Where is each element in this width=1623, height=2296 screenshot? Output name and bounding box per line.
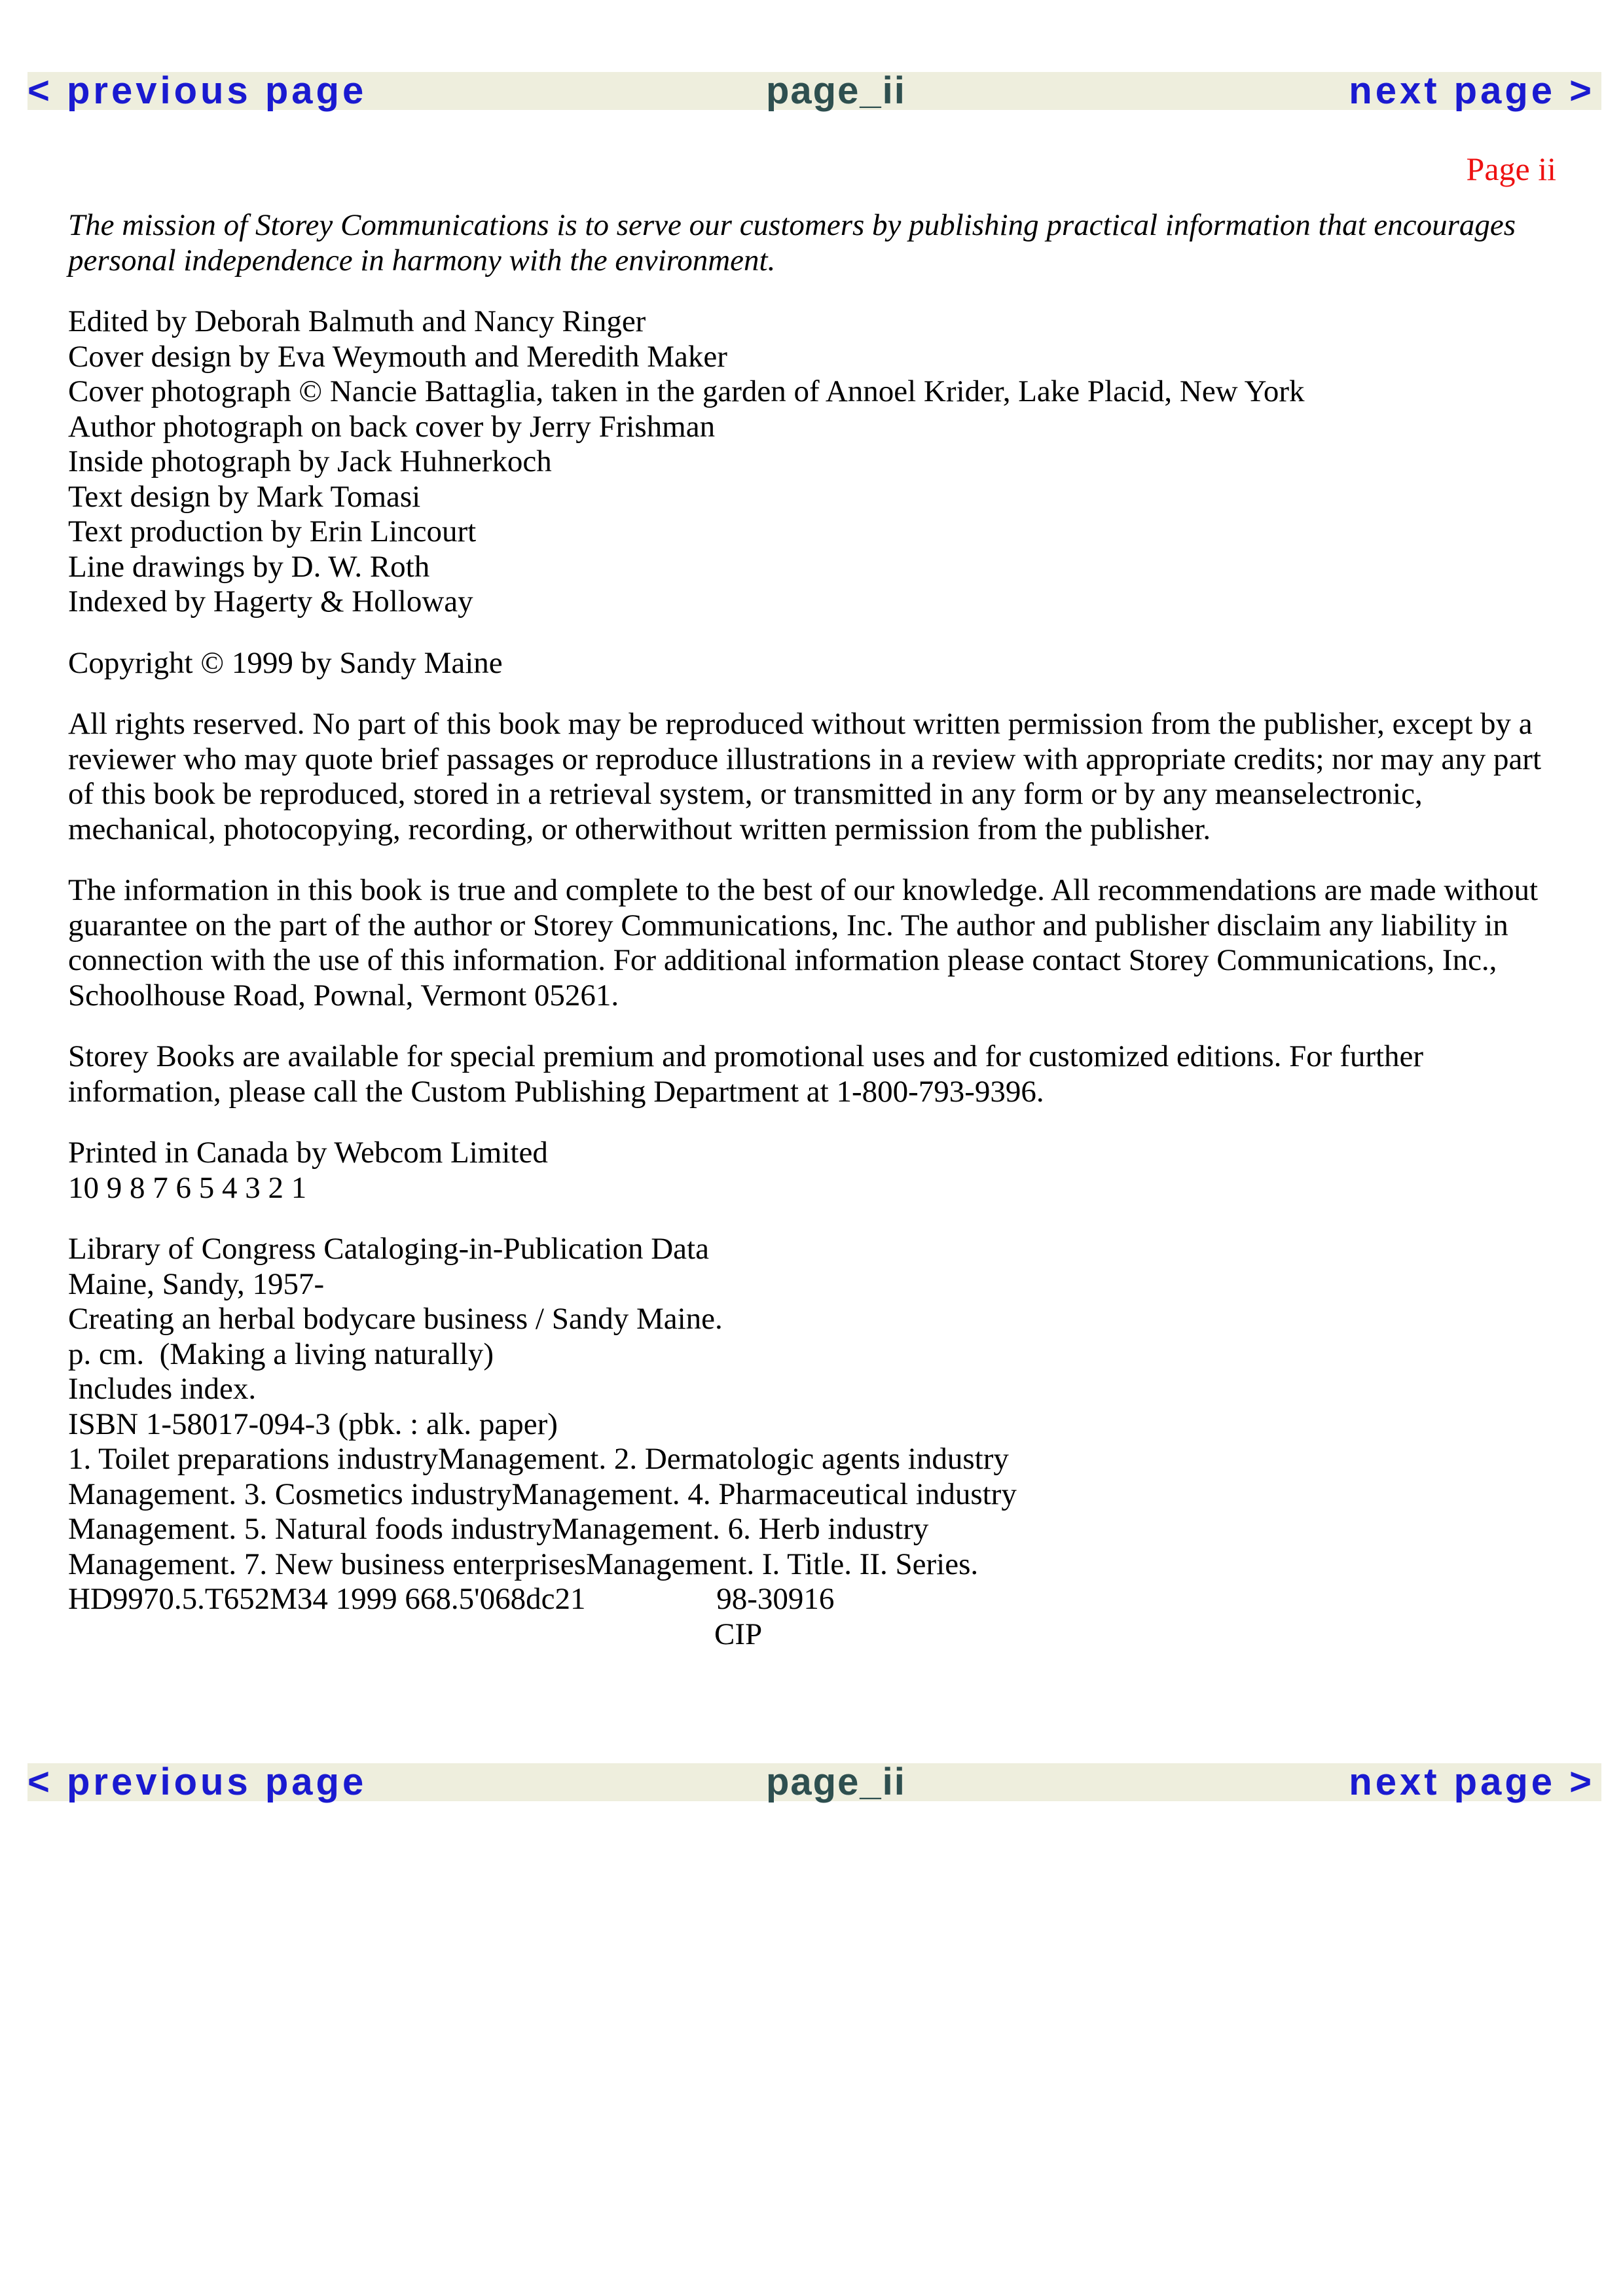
- rights-paragraph: All rights reserved. No part of this book may be reproduced without written permission from the publisher, except by a reviewer who may quote brief passages or reproduce illustrations in a review with appropriate credits; nor may any part of this book be reproduced, stored in a retrieval system, or transmitted in any form or by any meanselectronic, mechanical, photocopying, recording, or otherwithout written permission from the publisher.: [68, 707, 1542, 846]
- cip-line: Management. 3. Cosmetics industryManagement. 4. Pharmaceutical industry: [68, 1477, 1017, 1511]
- disclaimer-paragraph: The information in this book is true and complete to the best of our knowledge. All recommendations are made without guarantee on the part of the author or Storey Communications, Inc. The author and publisher disclaim any liability in connection with the use of this information. For additional information please contact Storey Communications, Inc., Schoolhouse Road, Pownal, Vermont 05261.: [68, 873, 1539, 1013]
- previous-page-link[interactable]: < previous page: [27, 69, 367, 112]
- next-page-link[interactable]: next page >: [1349, 69, 1595, 112]
- credit-line: Text design by Mark Tomasi: [68, 479, 421, 514]
- cip-line: Includes index.: [68, 1372, 257, 1406]
- next-page-link[interactable]: next page >: [1349, 1761, 1595, 1803]
- cip-line: Management. 7. New business enterprisesManagement. I. Title. II. Series.: [68, 1547, 979, 1581]
- printing-line: 10 9 8 7 6 5 4 3 2 1: [68, 1170, 307, 1205]
- top-nav-bar: [27, 69, 1601, 112]
- bottom-nav-bar: [27, 1763, 1601, 1801]
- credit-line: Cover photograph © Nancie Battaglia, taken in the garden of Annoel Krider, Lake Placid, New York: [68, 374, 1305, 408]
- printing-block: [68, 1136, 1567, 1206]
- cip-line: CIP: [68, 1617, 763, 1651]
- copyright-notice: Copyright © 1999 by Sandy Maine: [68, 645, 503, 680]
- page-id-label: page_ii: [766, 1761, 906, 1803]
- credits-block: [68, 304, 1567, 620]
- credit-line: Inside photograph by Jack Huhnerkoch: [68, 444, 552, 478]
- cip-line: HD9970.5.T652M34 1999 668.5'068dc21 98-30916: [68, 1582, 835, 1616]
- cip-line: Creating an herbal bodycare business / Sandy Maine.: [68, 1302, 723, 1336]
- cip-line: ISBN 1-58017-094-3 (pbk. : alk. paper): [68, 1407, 558, 1441]
- printing-line: Printed in Canada by Webcom Limited: [68, 1136, 548, 1170]
- cip-line: Maine, Sandy, 1957-: [68, 1266, 325, 1301]
- cip-block: [68, 1232, 1567, 1652]
- cip-line: p. cm. (Making a living naturally): [68, 1336, 494, 1371]
- cip-line: Management. 5. Natural foods industryManagement. 6. Herb industry: [68, 1512, 929, 1546]
- cip-line: 1. Toilet preparations industryManagement. 2. Dermatologic agents industry: [68, 1442, 1009, 1476]
- previous-page-link[interactable]: < previous page: [27, 1761, 367, 1803]
- page-number-label: Page ii: [1466, 151, 1556, 187]
- credit-line: Author photograph on back cover by Jerry Frishman: [68, 409, 716, 444]
- mission-statement: The mission of Storey Communications is to serve our customers by publishing practical information that encourages personal independence in harmony with the environment.: [68, 208, 1516, 278]
- credit-line: Text production by Erin Lincourt: [68, 514, 477, 548]
- special-editions-paragraph: Storey Books are available for special premium and promotional uses and for customized editions. For further information, please call the Custom Publishing Department at 1-800-793-9396.: [68, 1039, 1424, 1109]
- credit-line: Edited by Deborah Balmuth and Nancy Ringer: [68, 304, 646, 338]
- credit-line: Indexed by Hagerty & Holloway: [68, 584, 473, 619]
- copyright-page-content: [68, 208, 1567, 1678]
- page-id-label: page_ii: [766, 69, 906, 112]
- credit-line: Line drawings by D. W. Roth: [68, 549, 430, 584]
- credit-line: Cover design by Eva Weymouth and Meredith Maker: [68, 339, 727, 374]
- cip-line: Library of Congress Cataloging-in-Publication Data: [68, 1232, 709, 1266]
